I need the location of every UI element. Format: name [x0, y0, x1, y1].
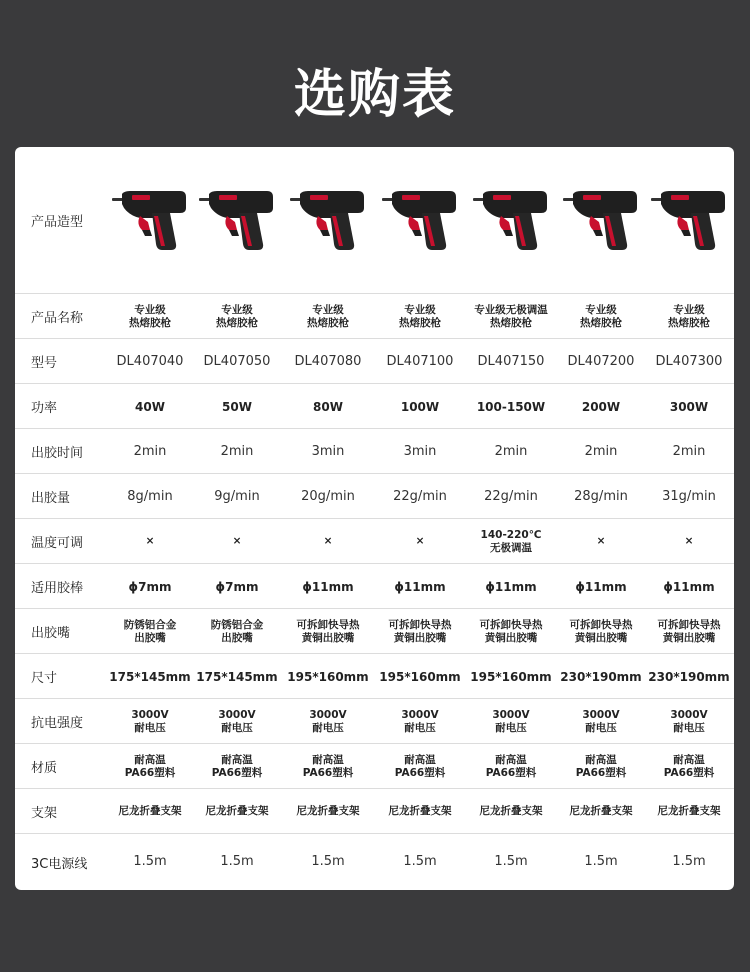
glue-gun-icon: [197, 186, 277, 256]
cell-text: 出胶嘴: [221, 631, 253, 644]
table-cell: [465, 834, 557, 890]
cell-text: 2min: [133, 443, 167, 459]
table-cell: [104, 609, 196, 654]
product-image: [374, 147, 466, 294]
row-label: 出胶嘴: [31, 626, 71, 641]
cell-text: ϕ7mm: [215, 579, 259, 594]
table-cell: [555, 294, 647, 339]
glue-gun-icon: [649, 186, 729, 256]
table-cell: [643, 294, 734, 339]
table-cell: [643, 654, 734, 699]
table-cell: [191, 654, 283, 699]
cell-text: PA66塑料: [302, 766, 354, 779]
cell-text: ϕ11mm: [485, 579, 537, 594]
cell-text: ×: [145, 535, 155, 547]
cell-text: 80W: [313, 399, 343, 414]
cell-text: 耐高温: [673, 753, 705, 766]
cell-text: 耐电压: [585, 721, 617, 734]
cell-text: 耐电压: [495, 721, 527, 734]
table-cell: [465, 474, 557, 519]
table-cell: [465, 294, 557, 339]
table-cell: [374, 609, 466, 654]
cell-text: 黄铜出胶嘴: [574, 631, 628, 644]
table-cell: [643, 834, 734, 890]
table-cell: [191, 339, 283, 384]
cell-text: 9g/min: [214, 488, 260, 504]
table-cell: [465, 429, 557, 474]
table-cell: [104, 429, 196, 474]
table-cell: [465, 699, 557, 744]
cell-text: 40W: [135, 399, 165, 414]
table-cell: [191, 834, 283, 890]
cell-text: 尼龙折叠支架: [569, 805, 633, 817]
cell-text: 3min: [403, 443, 437, 459]
cell-text: 耐高温: [495, 753, 527, 766]
cell-text: 黄铜出胶嘴: [301, 631, 355, 644]
table-cell: [104, 654, 196, 699]
table-cell: [191, 384, 283, 429]
cell-text: 可拆卸快导热: [296, 618, 360, 631]
cell-text: 230*190mm: [648, 669, 730, 684]
table-row: [15, 789, 734, 834]
table-row: [15, 294, 734, 339]
table-cell: [374, 744, 466, 789]
table-cell: [374, 384, 466, 429]
cell-text: 50W: [222, 399, 252, 414]
cell-text: 可拆卸快导热: [388, 618, 452, 631]
cell-text: 尼龙折叠支架: [657, 805, 721, 817]
glue-gun-icon: [561, 186, 641, 256]
table-cell: [374, 789, 466, 834]
cell-text: 黄铜出胶嘴: [484, 631, 538, 644]
table-cell: [555, 519, 647, 564]
cell-text: 1.5m: [133, 854, 167, 869]
row-label: 出胶时间: [31, 446, 84, 461]
product-image: [555, 147, 647, 294]
cell-text: 175*145mm: [109, 669, 191, 684]
table-cell: [555, 744, 647, 789]
cell-text: 黄铜出胶嘴: [393, 631, 447, 644]
table-cell: [104, 294, 196, 339]
cell-text: PA66塑料: [575, 766, 627, 779]
table-cell: [555, 834, 647, 890]
table-cell: [282, 294, 374, 339]
cell-text: 专业级: [585, 303, 617, 316]
table-cell: [374, 834, 466, 890]
image-row: [15, 147, 734, 294]
cell-text: 1.5m: [494, 854, 528, 869]
table-cell: [465, 339, 557, 384]
table-cell: [104, 474, 196, 519]
table-cell: [191, 744, 283, 789]
cell-text: 耐电压: [134, 721, 166, 734]
cell-text: 出胶嘴: [134, 631, 166, 644]
cell-text: 195*160mm: [379, 669, 461, 684]
cell-text: 2min: [220, 443, 254, 459]
cell-text: 3000V: [670, 708, 708, 721]
table-cell: [191, 519, 283, 564]
table-cell: [191, 564, 283, 609]
cell-text: 100-150W: [476, 399, 546, 414]
row-label: 支架: [31, 806, 58, 821]
cell-text: DL407100: [386, 353, 454, 369]
table-row: [15, 564, 734, 609]
product-image: [282, 147, 374, 294]
product-image: [643, 147, 734, 294]
cell-text: 1.5m: [220, 854, 254, 869]
table-cell: [643, 474, 734, 519]
row-label: 适用胶棒: [31, 581, 84, 596]
table-cell: [643, 384, 734, 429]
cell-text: 1.5m: [672, 854, 706, 869]
table-cell: [465, 384, 557, 429]
table-cell: [104, 699, 196, 744]
cell-text: 无极调温: [490, 541, 532, 554]
cell-text: 1.5m: [584, 854, 618, 869]
table-cell: [374, 294, 466, 339]
table-row: [15, 519, 734, 564]
cell-text: 31g/min: [662, 488, 716, 504]
cell-text: 1.5m: [311, 854, 345, 869]
table-cell: [282, 789, 374, 834]
cell-text: 8g/min: [127, 488, 173, 504]
table-cell: [643, 519, 734, 564]
table-cell: [282, 834, 374, 890]
row-label: 出胶量: [31, 491, 71, 506]
cell-text: 耐电压: [221, 721, 253, 734]
cell-text: 200W: [581, 399, 621, 414]
table-cell: [555, 609, 647, 654]
cell-text: 热熔胶枪: [129, 316, 171, 329]
cell-text: 防锈铝合金: [123, 618, 177, 631]
cell-text: 尼龙折叠支架: [388, 805, 452, 817]
cell-text: ×: [596, 535, 606, 547]
table-row: [15, 474, 734, 519]
table-row: [15, 429, 734, 474]
table-cell: [374, 564, 466, 609]
table-cell: [191, 699, 283, 744]
cell-text: 热熔胶枪: [668, 316, 710, 329]
cell-text: 尼龙折叠支架: [205, 805, 269, 817]
table-cell: [374, 519, 466, 564]
cell-text: 175*145mm: [196, 669, 278, 684]
cell-text: 耐电压: [673, 721, 705, 734]
cell-text: ϕ11mm: [302, 579, 354, 594]
cell-text: 黄铜出胶嘴: [662, 631, 716, 644]
row-label: 产品造型: [31, 215, 84, 230]
table-cell: [104, 789, 196, 834]
table-row: [15, 744, 734, 789]
cell-text: 3000V: [131, 708, 169, 721]
cell-text: 3000V: [582, 708, 620, 721]
cell-text: 专业级: [221, 303, 253, 316]
cell-text: ϕ11mm: [663, 579, 715, 594]
table-cell: [643, 609, 734, 654]
cell-text: 专业级: [404, 303, 436, 316]
cell-text: 专业级无极调温: [474, 303, 548, 316]
table-cell: [191, 609, 283, 654]
cell-text: 3000V: [309, 708, 347, 721]
table-cell: [374, 654, 466, 699]
product-image: [191, 147, 283, 294]
cell-text: 22g/min: [393, 488, 447, 504]
table-cell: [643, 789, 734, 834]
cell-text: 热熔胶枪: [580, 316, 622, 329]
cell-text: 2min: [584, 443, 618, 459]
cell-text: 3000V: [492, 708, 530, 721]
cell-text: 耐高温: [404, 753, 436, 766]
cell-text: PA66塑料: [394, 766, 446, 779]
table-cell: [191, 474, 283, 519]
table-cell: [282, 699, 374, 744]
cell-text: 可拆卸快导热: [569, 618, 633, 631]
cell-text: 195*160mm: [287, 669, 369, 684]
table-row: [15, 609, 734, 654]
cell-text: 热熔胶枪: [216, 316, 258, 329]
row-label: 产品名称: [31, 311, 84, 326]
cell-text: 195*160mm: [470, 669, 552, 684]
row-label: 功率: [31, 401, 58, 416]
table-cell: [465, 519, 557, 564]
table-row: [15, 339, 734, 384]
table-cell: [104, 339, 196, 384]
cell-text: 耐电压: [404, 721, 436, 734]
table-cell: [555, 429, 647, 474]
cell-text: DL407150: [477, 353, 545, 369]
table-cell: [374, 429, 466, 474]
cell-text: 20g/min: [301, 488, 355, 504]
cell-text: DL407300: [655, 353, 723, 369]
cell-text: 230*190mm: [560, 669, 642, 684]
cell-text: 耐电压: [312, 721, 344, 734]
table-cell: [104, 519, 196, 564]
cell-text: 3min: [311, 443, 345, 459]
glue-gun-icon: [288, 186, 368, 256]
table-cell: [643, 744, 734, 789]
cell-text: 100W: [400, 399, 440, 414]
table-cell: [465, 744, 557, 789]
table-cell: [191, 429, 283, 474]
glue-gun-icon: [380, 186, 460, 256]
table-cell: [191, 294, 283, 339]
cell-text: 28g/min: [574, 488, 628, 504]
cell-text: 300W: [669, 399, 709, 414]
table-cell: [555, 339, 647, 384]
cell-text: PA66塑料: [211, 766, 263, 779]
row-label: 抗电强度: [31, 716, 84, 731]
cell-text: ϕ11mm: [575, 579, 627, 594]
table-cell: [555, 564, 647, 609]
cell-text: ×: [684, 535, 694, 547]
table-cell: [374, 699, 466, 744]
table-cell: [282, 339, 374, 384]
table-cell: [643, 339, 734, 384]
cell-text: 热熔胶枪: [399, 316, 441, 329]
table-cell: [555, 699, 647, 744]
cell-text: 2min: [494, 443, 528, 459]
table-cell: [282, 384, 374, 429]
cell-text: DL407040: [116, 353, 184, 369]
row-label: 型号: [31, 356, 58, 371]
table-cell: [282, 474, 374, 519]
page-title: 选购表: [293, 65, 456, 125]
table-cell: [374, 339, 466, 384]
table-cell: [104, 384, 196, 429]
table-row: [15, 699, 734, 744]
table-cell: [282, 519, 374, 564]
table-cell: [104, 744, 196, 789]
cell-text: ×: [232, 535, 242, 547]
cell-text: 尼龙折叠支架: [118, 805, 182, 817]
product-image: [465, 147, 557, 294]
table-row: [15, 834, 734, 890]
table-cell: [555, 789, 647, 834]
cell-text: 耐高温: [134, 753, 166, 766]
cell-text: 防锈铝合金: [210, 618, 264, 631]
cell-text: 热熔胶枪: [307, 316, 349, 329]
table-cell: [465, 564, 557, 609]
table-cell: [555, 474, 647, 519]
cell-text: ϕ7mm: [128, 579, 172, 594]
glue-gun-icon: [471, 186, 551, 256]
cell-text: 22g/min: [484, 488, 538, 504]
cell-text: 耐高温: [585, 753, 617, 766]
table-cell: [555, 654, 647, 699]
cell-text: ×: [415, 535, 425, 547]
cell-text: 耐高温: [312, 753, 344, 766]
table-cell: [104, 834, 196, 890]
table-cell: [374, 474, 466, 519]
table-cell: [282, 744, 374, 789]
cell-text: 3000V: [218, 708, 256, 721]
table-row: [15, 654, 734, 699]
cell-text: DL407080: [294, 353, 362, 369]
cell-text: ×: [323, 535, 333, 547]
table-cell: [282, 609, 374, 654]
cell-text: 可拆卸快导热: [479, 618, 543, 631]
glue-gun-icon: [110, 186, 190, 256]
cell-text: 耐高温: [221, 753, 253, 766]
table-cell: [282, 564, 374, 609]
cell-text: 可拆卸快导热: [657, 618, 721, 631]
cell-text: 热熔胶枪: [490, 316, 532, 329]
row-label: 3C电源线: [31, 856, 88, 872]
table-cell: [555, 384, 647, 429]
row-label: 温度可调: [31, 536, 84, 551]
table-cell: [191, 789, 283, 834]
cell-text: PA66塑料: [485, 766, 537, 779]
row-label: 尺寸: [31, 671, 58, 686]
table-cell: [465, 654, 557, 699]
product-image: [104, 147, 196, 294]
cell-text: 2min: [672, 443, 706, 459]
table-cell: [282, 654, 374, 699]
row-label: 材质: [31, 761, 58, 776]
cell-text: 3000V: [401, 708, 439, 721]
table-row: [15, 384, 734, 429]
cell-text: PA66塑料: [124, 766, 176, 779]
cell-text: 140-220℃: [480, 528, 542, 541]
comparison-table: [15, 147, 734, 890]
cell-text: PA66塑料: [663, 766, 715, 779]
cell-text: 专业级: [673, 303, 705, 316]
cell-text: 专业级: [312, 303, 344, 316]
cell-text: ϕ11mm: [394, 579, 446, 594]
table-cell: [643, 429, 734, 474]
cell-text: 尼龙折叠支架: [296, 805, 360, 817]
cell-text: 1.5m: [403, 854, 437, 869]
cell-text: DL407050: [203, 353, 271, 369]
cell-text: 专业级: [134, 303, 166, 316]
table-cell: [465, 609, 557, 654]
cell-text: 尼龙折叠支架: [479, 805, 543, 817]
table-cell: [465, 789, 557, 834]
table-cell: [104, 564, 196, 609]
table-cell: [643, 564, 734, 609]
table-cell: [643, 699, 734, 744]
cell-text: DL407200: [567, 353, 635, 369]
table-cell: [282, 429, 374, 474]
